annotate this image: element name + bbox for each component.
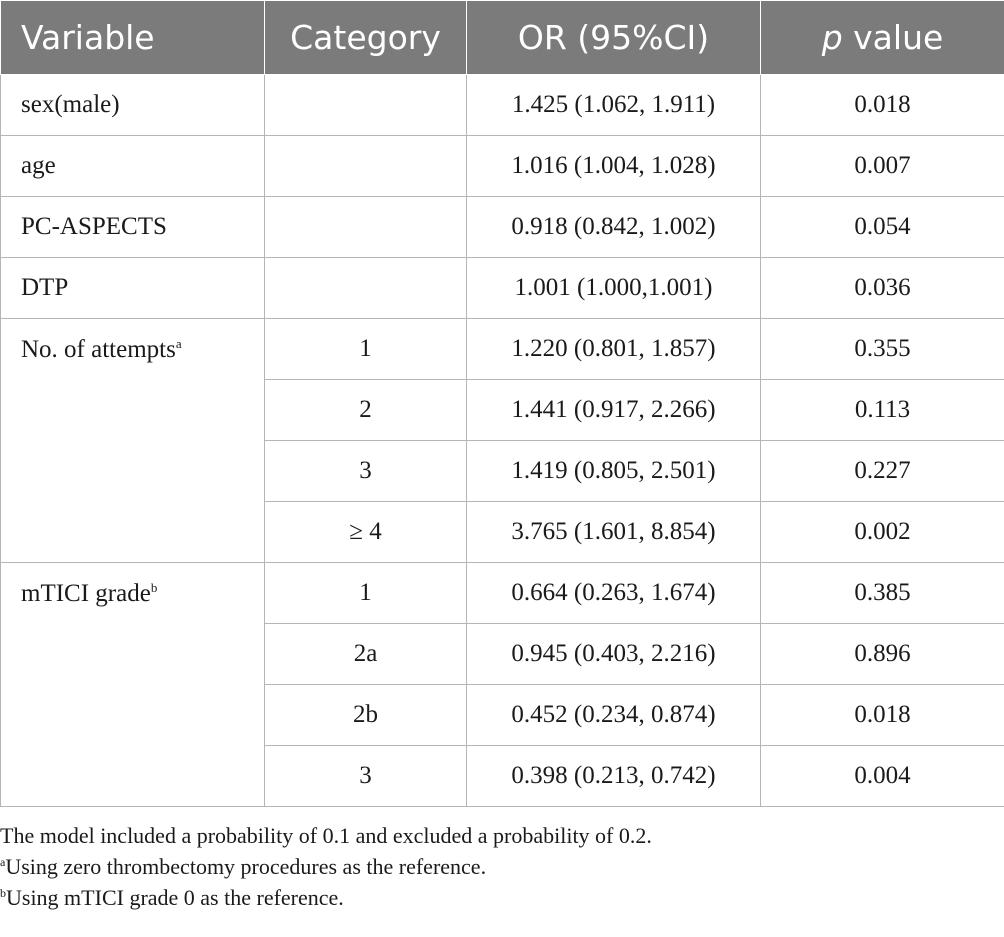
cell-or: 0.398 (0.213, 0.742) xyxy=(467,746,761,807)
cell-or: 0.945 (0.403, 2.216) xyxy=(467,624,761,685)
cell-or: 1.220 (0.801, 1.857) xyxy=(467,319,761,380)
cell-p: 0.002 xyxy=(761,502,1004,563)
cell-or: 3.765 (1.601, 8.854) xyxy=(467,502,761,563)
footnote-b-mark: b xyxy=(0,886,6,900)
table-row xyxy=(1,75,1004,136)
cell-p: 0.007 xyxy=(761,136,1004,197)
cell-category xyxy=(265,258,467,319)
table-row xyxy=(1,136,1004,197)
header-or: OR (95%CI) xyxy=(467,1,761,75)
cell-category xyxy=(265,197,467,258)
cell-category xyxy=(265,75,467,136)
table-row xyxy=(1,319,1004,380)
cell-or: 1.425 (1.062, 1.911) xyxy=(467,75,761,136)
attempts-label: No. of attempts xyxy=(21,336,176,363)
header-variable: Variable xyxy=(1,1,265,75)
footnote-a xyxy=(0,851,1004,882)
cell-variable-attempts xyxy=(1,319,265,563)
footnote-a-text: Using zero thrombectomy procedures as the reference. xyxy=(5,854,487,879)
cell-category: 1 xyxy=(265,319,467,380)
cell-p: 0.385 xyxy=(761,563,1004,624)
cell-variable: age xyxy=(1,136,265,197)
cell-category: 1 xyxy=(265,563,467,624)
cell-p: 0.896 xyxy=(761,624,1004,685)
cell-p: 0.004 xyxy=(761,746,1004,807)
header-p-rest: value xyxy=(842,18,944,57)
cell-category xyxy=(265,136,467,197)
cell-or: 1.441 (0.917, 2.266) xyxy=(467,380,761,441)
mtici-label: mTICI grade xyxy=(21,580,151,607)
footnote-b xyxy=(0,882,1004,913)
cell-p: 0.018 xyxy=(761,685,1004,746)
cell-p: 0.227 xyxy=(761,441,1004,502)
table-row xyxy=(1,563,1004,624)
cell-variable: DTP xyxy=(1,258,265,319)
footnote-mark-a: a xyxy=(175,336,182,351)
cell-category: ≥ 4 xyxy=(265,502,467,563)
table-footnotes xyxy=(0,820,1004,913)
cell-category: 2a xyxy=(265,624,467,685)
cell-p: 0.355 xyxy=(761,319,1004,380)
cell-p: 0.036 xyxy=(761,258,1004,319)
cell-or: 1.419 (0.805, 2.501) xyxy=(467,441,761,502)
cell-variable-mtici xyxy=(1,563,265,807)
table-row xyxy=(1,258,1004,319)
cell-p: 0.054 xyxy=(761,197,1004,258)
footnote-mark-b: b xyxy=(150,580,158,595)
cell-category: 3 xyxy=(265,441,467,502)
cell-p: 0.018 xyxy=(761,75,1004,136)
cell-category: 2 xyxy=(265,380,467,441)
cell-p: 0.113 xyxy=(761,380,1004,441)
cell-or: 0.664 (0.263, 1.674) xyxy=(467,563,761,624)
cell-variable: sex(male) xyxy=(1,75,265,136)
cell-or: 1.001 (1.000,1.001) xyxy=(467,258,761,319)
footnote-b-text: Using mTICI grade 0 as the reference. xyxy=(6,885,344,910)
table-row xyxy=(1,197,1004,258)
cell-category: 2b xyxy=(265,685,467,746)
footnote-a-mark: a xyxy=(0,855,6,869)
header-category: Category xyxy=(265,1,467,75)
header-p-italic: p xyxy=(821,18,843,57)
cell-or: 0.918 (0.842, 1.002) xyxy=(467,197,761,258)
cell-or: 1.016 (1.004, 1.028) xyxy=(467,136,761,197)
cell-category: 3 xyxy=(265,746,467,807)
cell-or: 0.452 (0.234, 0.874) xyxy=(467,685,761,746)
header-p-value xyxy=(761,1,1004,75)
footnote-model: The model included a probability of 0.1 and excluded a probability of 0.2. xyxy=(0,823,652,848)
header-row xyxy=(1,1,1004,75)
cell-variable: PC-ASPECTS xyxy=(1,197,265,258)
